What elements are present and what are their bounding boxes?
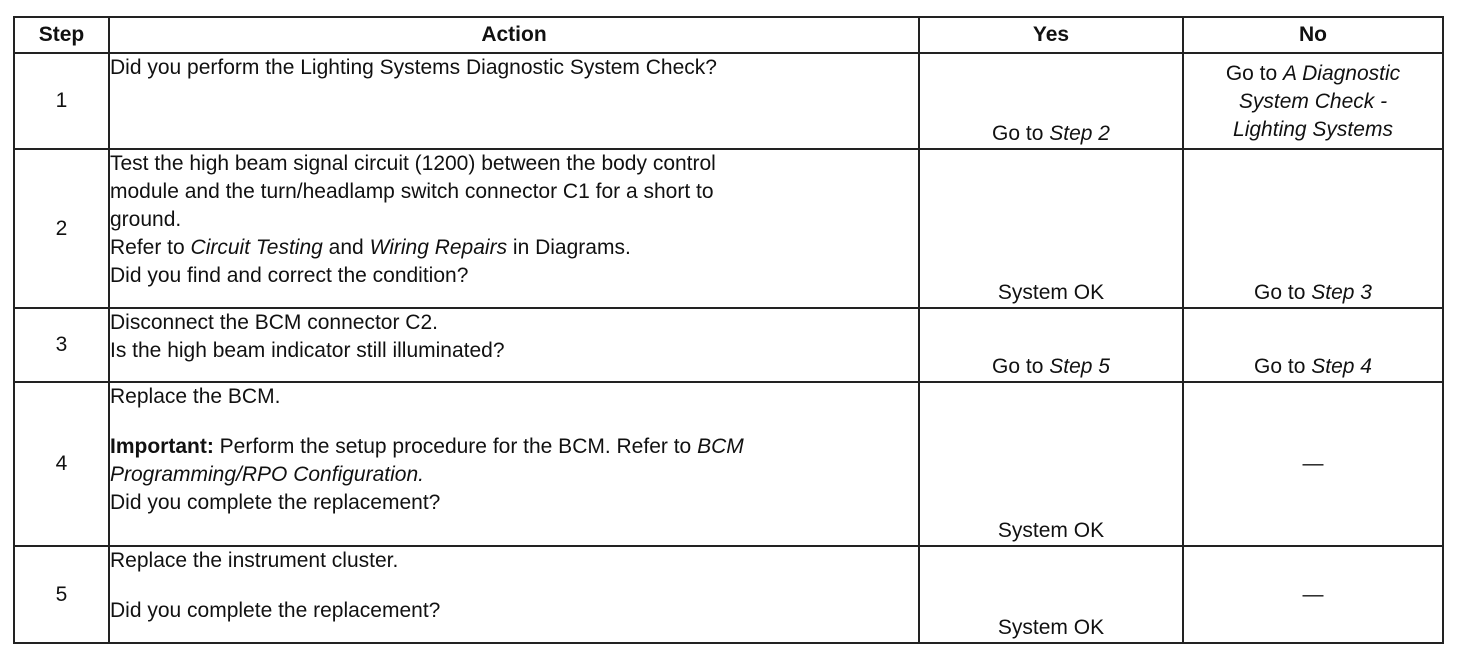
action-question: Did you find and correct the condition? [110, 264, 469, 287]
no-cell [1183, 308, 1443, 382]
no-link-line1[interactable]: A Diagnostic [1283, 62, 1401, 85]
step-number: 5 [14, 546, 109, 643]
yes-cell: System OK [919, 546, 1183, 643]
yes-cell [919, 53, 1183, 149]
important-text: Perform the setup procedure for the BCM. Refer to [219, 435, 692, 458]
action-cell [109, 308, 919, 382]
action-question: Did you complete the replacement? [110, 491, 441, 514]
no-cell [1183, 53, 1443, 149]
no-prefix: Go to [1254, 281, 1306, 304]
no-link-line3[interactable]: Lighting Systems [1233, 118, 1393, 141]
action-question: Did you complete the replacement? [110, 599, 441, 622]
yes-cell: System OK [919, 382, 1183, 546]
refer-suffix: in Diagrams. [512, 236, 631, 259]
programming-link[interactable]: Programming/RPO Configuration. [110, 463, 424, 486]
diagnostic-table [13, 16, 1444, 644]
no-prefix: Go to [1254, 355, 1306, 378]
no-cell: — [1183, 546, 1443, 643]
step-number: 2 [14, 149, 109, 308]
yes-step-link[interactable]: Step 2 [1049, 122, 1110, 145]
yes-cell [919, 308, 1183, 382]
header-yes: Yes [919, 17, 1183, 53]
action-line: Test the high beam signal circuit (1200) between the body control [110, 152, 716, 175]
bcm-link[interactable]: BCM [697, 435, 744, 458]
action-refer [110, 234, 918, 262]
circuit-testing-link[interactable]: Circuit Testing [190, 236, 323, 259]
refer-prefix: Refer to [110, 236, 185, 259]
action-line: Replace the instrument cluster. [110, 549, 399, 572]
step-number: 4 [14, 382, 109, 546]
yes-prefix: Go to [992, 355, 1044, 378]
action-cell [109, 53, 919, 149]
no-cell: — [1183, 382, 1443, 546]
yes-step-link[interactable]: Step 5 [1049, 355, 1110, 378]
wiring-repairs-link[interactable]: Wiring Repairs [369, 236, 508, 259]
action-line: Disconnect the BCM connector C2. [110, 311, 438, 334]
action-cell [109, 382, 919, 546]
header-action: Action [109, 17, 919, 53]
action-question: Did you perform the Lighting Systems Diagnostic System Check? [110, 56, 717, 79]
table-row-step-4 [14, 382, 1443, 546]
yes-cell: System OK [919, 149, 1183, 308]
table-row-step-1 [14, 53, 1443, 149]
refer-and: and [328, 236, 364, 259]
no-step-link[interactable]: Step 3 [1311, 281, 1372, 304]
step-number: 1 [14, 53, 109, 149]
action-cell [109, 546, 919, 643]
no-cell [1183, 149, 1443, 308]
action-line: ground. [110, 208, 182, 231]
no-step-link[interactable]: Step 4 [1311, 355, 1372, 378]
header-no: No [1183, 17, 1443, 53]
table-row-step-2 [14, 149, 1443, 308]
important-label: Important: [110, 435, 214, 458]
step-number: 3 [14, 308, 109, 382]
action-question: Is the high beam indicator still illuminated? [110, 339, 505, 362]
table-row-step-5 [14, 546, 1443, 643]
table-row-step-3 [14, 308, 1443, 382]
action-line: module and the turn/headlamp switch connector C1 for a short to [110, 180, 714, 203]
action-cell [109, 149, 919, 308]
important-note [110, 433, 918, 461]
table-header-row [14, 17, 1443, 53]
action-line: Replace the BCM. [110, 385, 281, 408]
no-link-line2[interactable]: System Check - [1238, 90, 1388, 113]
yes-prefix: Go to [992, 122, 1044, 145]
no-prefix: Go to [1225, 62, 1278, 85]
header-step: Step [14, 17, 109, 53]
